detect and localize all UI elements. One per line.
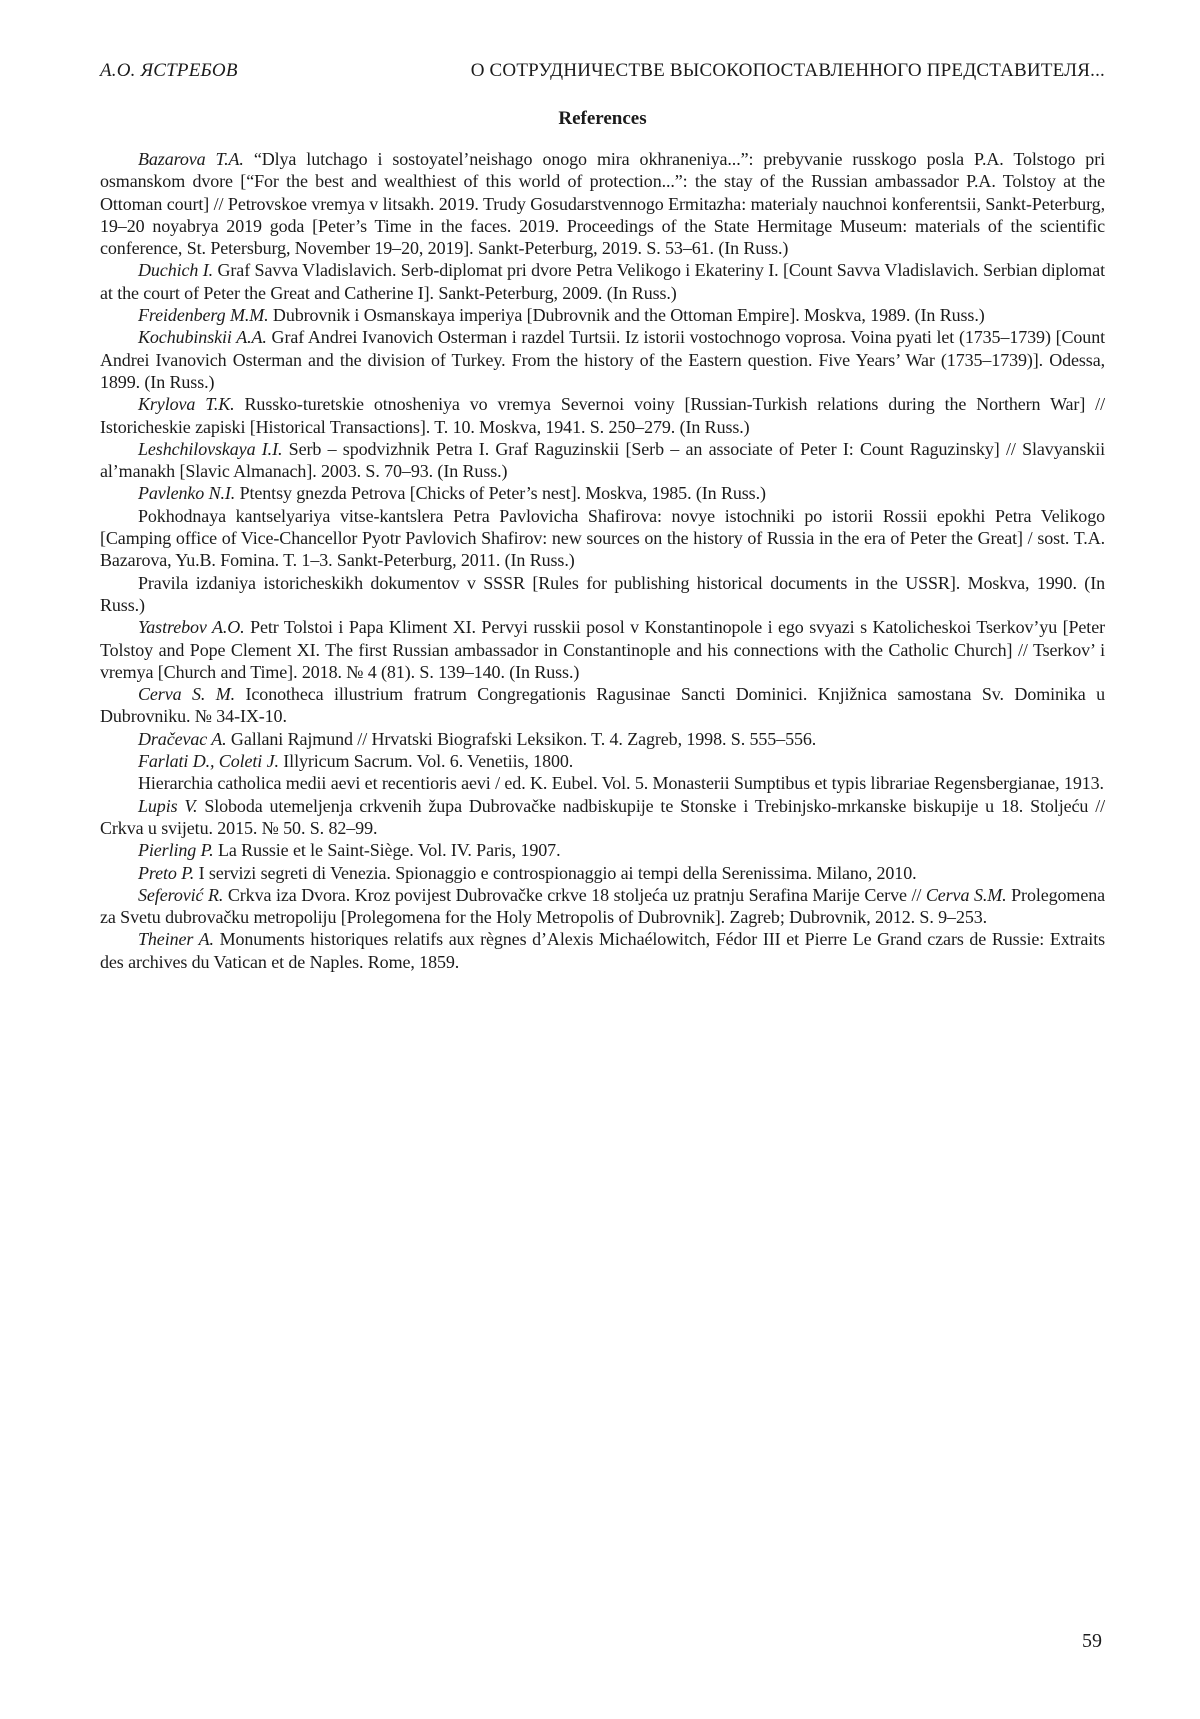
reference-entry	[100, 616, 1105, 683]
reference-author: Dračevac A.	[138, 728, 227, 749]
reference-entry	[100, 795, 1105, 840]
reference-entry	[100, 928, 1105, 973]
reference-entry	[100, 326, 1105, 393]
reference-author: Cerva S. M.	[138, 684, 236, 705]
reference-text: Petr Tolstoi i Papa Kliment XI. Pervyi russkii posol v Konstantinopole i ego svyazi s Katolicheskoi Tserkov’yu [Peter Tolstoy and Pope Clement XI. The first Russian ambassador in Constantinople and his connections with the Catholic Church] // Tserkov’ i vremya [Church and Time]. 2018. № 4 (81). S. 139–140. (In Russ.)	[100, 617, 1105, 682]
reference-author: Freidenberg M.M.	[138, 305, 269, 326]
reference-entry	[100, 148, 1105, 259]
references-heading: References	[558, 108, 647, 129]
running-head-title: О СОТРУДНИЧЕСТВЕ ВЫСОКОПОСТАВЛЕННОГО ПРЕДСТАВИТЕЛЯ...	[470, 60, 1105, 81]
reference-text: Ptentsy gnezda Petrova [Chicks of Peter’s nest]. Moskva, 1985. (In Russ.)	[235, 483, 766, 504]
reference-text: Illyricum Sacrum. Vol. 6. Venetiis, 1800.	[278, 751, 574, 772]
reference-text: Serb – spodvizhnik Petra I. Graf Raguzinskii [Serb – an associate of Peter I: Count Raguzinsky] // Slavyanskii al’manakh [Slavic Almanach]. 2003. S. 70–93. (In Russ.)	[100, 438, 1105, 482]
reference-entry	[100, 505, 1105, 572]
running-head-author: А.О. ЯСТРЕБОВ	[100, 60, 238, 81]
reference-text: “Dlya lutchago i sostoyatel’neishago onogo mira okhraneniya...”: prebyvanie russkogo posla P.A. Tolstogo pri osmanskom dvore [“For the best and wealthiest of this world of protection...”: the stay of the Russian ambassador P.A. Tolstoy at the Ottoman court] // Petrovskoe vremya v litsakh. 2019. Trudy Gosudarstvennogo Ermitazha: materialy nauchnoi konferentsii, Sankt-Peterburg, 19–20 noyabrya 2019 goda [Peter’s Time in the faces. 2019. Proceedings of the State Hermitage Museum: materials of the scientific conference, St. Petersburg, November 19–20, 2019]. Sankt-Peterburg, 2019. S. 53–61. (In Russ.)	[100, 149, 1105, 259]
reference-entry	[100, 438, 1105, 483]
running-head	[100, 0, 1105, 82]
reference-text: Pokhodnaya kantselyariya vitse-kantslera Petra Pavlovicha Shafirova: novye istochniki po istorii Rossii epokhi Petra Velikogo [Camping office of Vice-Chancellor Pyotr Pavlovich Shafirov: new sources on the history of Russia in the era of Peter the Great] / sost. T.A. Bazarova, Yu.B. Fomina. T. 1–3. Sankt-Peterburg, 2011. (In Russ.)	[100, 505, 1105, 571]
reference-author: Theiner A.	[138, 929, 214, 950]
reference-entry	[100, 728, 1105, 750]
text-block	[100, 0, 1105, 973]
reference-entry	[100, 884, 1105, 929]
reference-entry	[100, 683, 1105, 728]
reference-text: Hierarchia catholica medii aevi et recentioris aevi / ed. K. Eubel. Vol. 5. Monasterii Sumptibus et typis librariae Regensbergianae, 1913.	[138, 773, 1104, 794]
reference-entry	[100, 862, 1105, 884]
reference-entry	[100, 839, 1105, 861]
reference-author: Pavlenko N.I.	[138, 483, 236, 504]
reference-entry	[100, 393, 1105, 438]
reference-author: Krylova T.K.	[138, 394, 235, 415]
reference-author: Leshchilovskaya I.I.	[138, 438, 283, 459]
reference-text: Russko-turetskie otnosheniya vo vremya Severnoi voiny [Russian-Turkish relations during the Northern War] // Istoricheskie zapiski [Historical Transactions]. T. 10. Moskva, 1941. S. 250–279. (In Russ.)	[100, 394, 1105, 437]
reference-text: Gallani Rajmund // Hrvatski Biografski Leksikon. T. 4. Zagreb, 1998. S. 555–556.	[226, 728, 817, 749]
reference-text: Pravila izdaniya istoricheskikh dokumentov v SSSR [Rules for publishing historical documents in the USSR]. Moskva, 1990. (In Russ.)	[100, 572, 1105, 615]
reference-entry	[100, 304, 1105, 326]
reference-entry	[100, 772, 1105, 794]
reference-text: Graf Andrei Ivanovich Osterman i razdel Turtsii. Iz istorii vostochnogo voprosa. Voina pyati let (1735–1739) [Count Andrei Ivanovich Osterman and the division of Turkey. From the history of the Eastern question. Five Years’ War (1735–1739)]. Odessa, 1899. (In Russ.)	[100, 327, 1105, 392]
reference-entry	[100, 259, 1105, 304]
reference-text: Graf Savva Vladislavich. Serb-diplomat pri dvore Petra Velikogo i Ekateriny I. [Count Savva Vladislavich. Serbian diplomat at the court of Peter the Great and Catherine I]. Sankt-Peterburg, 2009. (In Russ.)	[100, 260, 1106, 303]
reference-text: Dubrovnik i Osmanskaya imperiya [Dubrovnik and the Ottoman Empire]. Moskva, 1989. (In Russ.)	[268, 305, 985, 326]
reference-entry	[100, 482, 1105, 504]
reference-text: Sloboda utemeljenja crkvenih župa Dubrovačke nadbiskupije te Stonske i Trebinjsko-mrkanske biskupije u 18. Stoljeću // Crkva u svijetu. 2015. № 50. S. 82–99.	[100, 795, 1105, 838]
page-number: 59	[1082, 1630, 1102, 1652]
reference-author: Cerva S.M.	[925, 884, 1007, 905]
references-list	[100, 148, 1105, 973]
reference-author: Duchich I.	[138, 260, 214, 281]
reference-entry	[100, 750, 1105, 772]
reference-author: Bazarova T.A.	[138, 149, 244, 169]
reference-author: Kochubinskii A.A.	[138, 327, 267, 348]
reference-text: Monuments historiques relatifs aux règnes d’Alexis Michaélowitch, Fédor III et Pierre Le Grand czars de Russie: Extraits des archives du Vatican et de Naples. Rome, 1859.	[100, 929, 1106, 972]
reference-author: Yastrebov A.O.	[138, 617, 245, 638]
reference-author: Lupis V.	[138, 795, 198, 816]
reference-text: I servizi segreti di Venezia. Spionaggio e controspionaggio ai tempi della Serenissima. Milano, 2010.	[194, 862, 917, 883]
reference-text: Prolegomena za Svetu dubrovačku metropoliju [Prolegomena for the Holy Metropolis of Dubrovnik]. Zagreb; Dubrovnik, 2012. S. 9–253.	[100, 884, 1106, 928]
reference-entry	[100, 572, 1105, 617]
reference-text: Crkva iza Dvora. Kroz povijest Dubrovačke crkve 18 stoljeća uz pratnju Serafina Marije Cerve //	[223, 884, 926, 905]
reference-author: Preto P.	[138, 862, 195, 883]
reference-text: Iconotheca illustrium fratrum Congregationis Ragusinae Sancti Dominici. Knjižnica samostana Sv. Dominika u Dubrovniku. № 34-IX-10.	[100, 684, 1105, 727]
reference-author: Pierling P.	[138, 840, 214, 861]
reference-author: Seferović R.	[138, 884, 224, 905]
reference-text: La Russie et le Saint-Siège. Vol. IV. Paris, 1907.	[213, 840, 561, 861]
reference-author: Farlati D., Coleti J.	[138, 751, 279, 772]
